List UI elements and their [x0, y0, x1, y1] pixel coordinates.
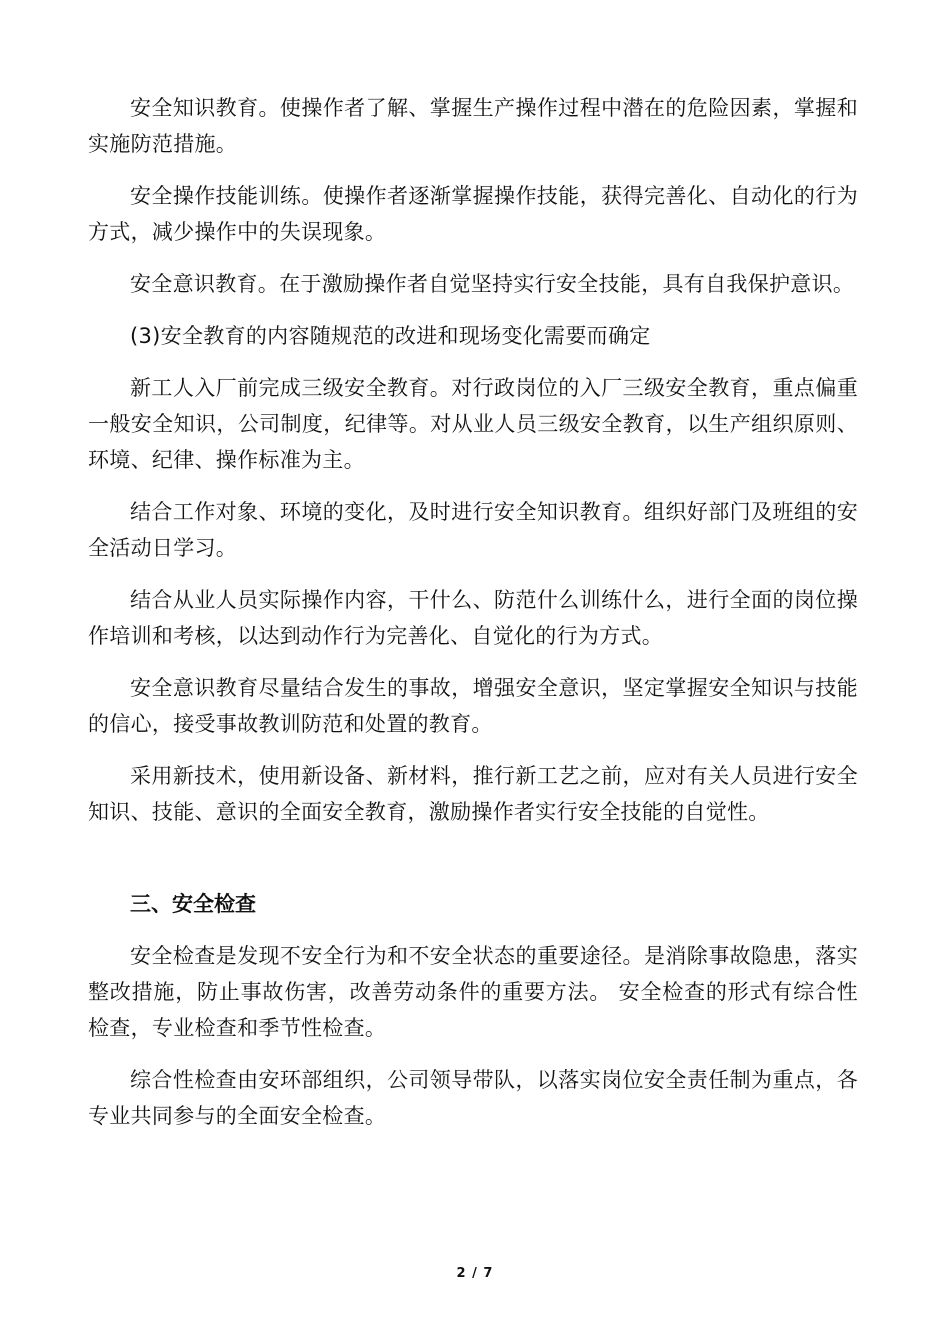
paragraph-environment-change: 结合工作对象、环境的变化，及时进行安全知识教育。组织好部门及班组的安全活动日学习。	[88, 500, 858, 560]
page-number: 2 / 7	[456, 1266, 494, 1281]
paragraph-content-item-3: (3)安全教育的内容随规范的改进和现场变化需要而确定	[130, 324, 651, 348]
paragraph-safety-knowledge: 安全知识教育。使操作者了解、掌握生产操作过程中潜在的危险因素，掌握和实施防范措施。	[88, 96, 858, 156]
document-page	[88, 90, 858, 1150]
paragraph-operation-training: 结合从业人员实际操作内容，干什么、防范什么训练什么，进行全面的岗位操作培训和考核，以达到动作行为完善化、自觉化的行为方式。	[88, 588, 858, 648]
section-heading: 三、安全检查	[130, 892, 256, 916]
paragraph-accident-awareness: 安全意识教育尽量结合发生的事故，增强安全意识，坚定掌握安全知识与技能的信心，接受事故教训防范和处置的教育。	[88, 676, 858, 736]
paragraph-safety-inspection: 安全检查是发现不安全行为和不安全状态的重要途径。是消除事故隐患，落实整改措施，防止事故伤害，改善劳动条件的重要方法。 安全检查的形式有综合性检查，专业检查和季节性检查。	[88, 944, 858, 1040]
paragraph-comprehensive-inspection: 综合性检查由安环部组织，公司领导带队，以落实岗位安全责任制为重点，各专业共同参与的全面安全检查。	[88, 1068, 858, 1128]
paragraph-skill-training: 安全操作技能训练。使操作者逐渐掌握操作技能，获得完善化、自动化的行为方式，减少操作中的失误现象。	[88, 184, 858, 244]
paragraph-new-worker: 新工人入厂前完成三级安全教育。对行政岗位的入厂三级安全教育，重点偏重一般安全知识，公司制度，纪律等。对从业人员三级安全教育，以生产组织原则、环境、纪律、操作标准为主。	[88, 376, 858, 472]
paragraph-awareness-education: 安全意识教育。在于激励操作者自觉坚持实行安全技能，具有自我保护意识。	[130, 272, 855, 296]
paragraph-new-technology: 采用新技术，使用新设备、新材料，推行新工艺之前，应对有关人员进行安全知识、技能、意识的全面安全教育，激励操作者实行安全技能的自觉性。	[88, 764, 858, 824]
